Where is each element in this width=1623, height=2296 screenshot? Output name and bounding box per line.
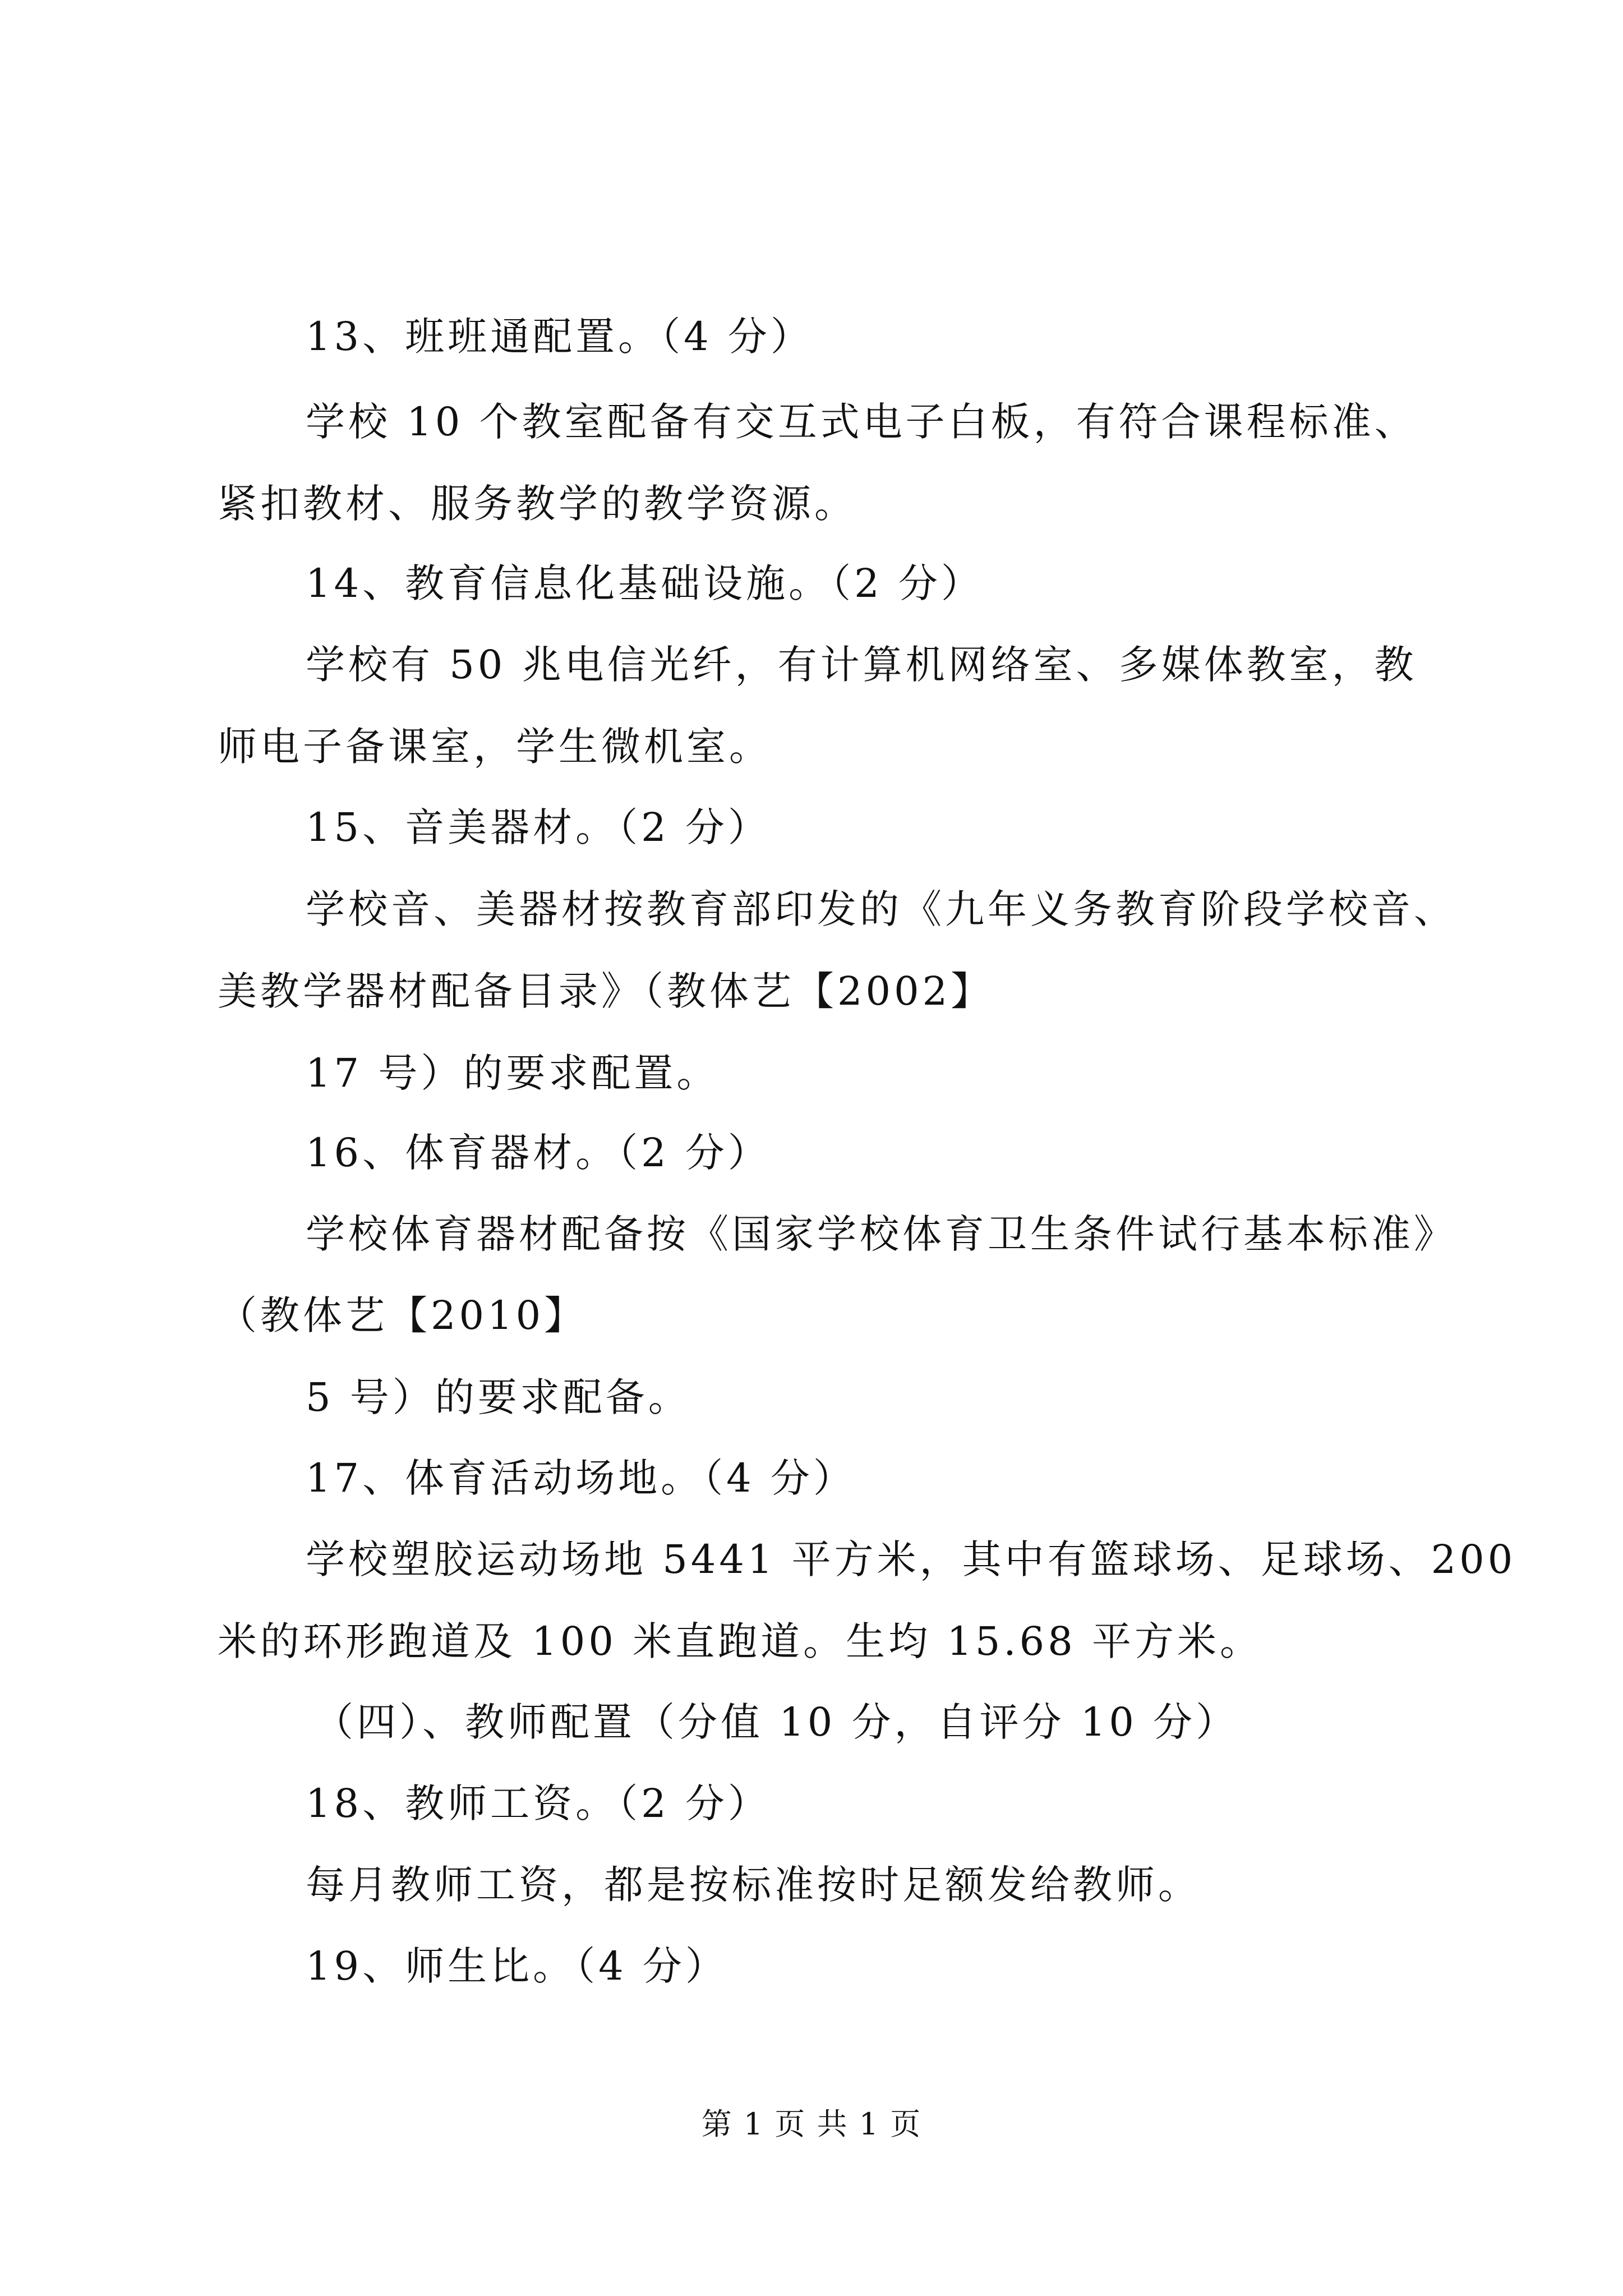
item-16-heading: 16、体育器材。（2 分） (306, 1130, 771, 1176)
paragraph-line: 米的环形跑道及 100 米直跑道。生均 15.68 平方米。 (218, 1618, 1263, 1664)
paragraph-line: 师电子备课室，学生微机室。 (218, 724, 772, 770)
paragraph-line: 学校音、美器材按教育部印发的《九年义务教育阶段学校音、 (306, 886, 1456, 932)
item-17-heading: 17、体育活动场地。（4 分） (306, 1455, 856, 1501)
paragraph-line: 每月教师工资，都是按标准按时足额发给教师。 (306, 1862, 1201, 1908)
paragraph-line: 学校有 50 兆电信光纤，有计算机网络室、多媒体教室，教 (306, 642, 1417, 688)
section-heading-teacher-allocation: （四）、教师配置（分值 10 分，自评分 10 分） (314, 1699, 1239, 1745)
item-18-heading: 18、教师工资。（2 分） (306, 1780, 771, 1826)
paragraph-line: 17 号）的要求配置。 (306, 1050, 720, 1096)
paragraph-line: （教体艺【2010】 (218, 1292, 587, 1338)
paragraph-line: 学校体育器材配备按《国家学校体育卫生条件试行基本标准》 (306, 1211, 1456, 1257)
paragraph-line: 5 号）的要求配备。 (306, 1374, 691, 1420)
paragraph-line: 学校塑胶运动场地 5441 平方米，其中有篮球场、足球场、200 (306, 1536, 1516, 1582)
paragraph-line: 紧扣教材、服务教学的教学资源。 (218, 481, 857, 527)
paragraph-line: 美教学器材配备目录》（教体艺【2002】 (218, 968, 994, 1014)
item-14-heading: 14、教育信息化基础设施。（2 分） (306, 560, 984, 606)
paragraph-line: 学校 10 个教室配备有交互式电子白板，有符合课程标准、 (306, 399, 1417, 445)
item-15-heading: 15、音美器材。（2 分） (306, 804, 771, 850)
item-13-heading: 13、班班通配置。（4 分） (306, 314, 813, 360)
item-19-heading: 19、师生比。（4 分） (306, 1943, 728, 1989)
page-footer: 第 1 页 共 1 页 (701, 2106, 922, 2142)
